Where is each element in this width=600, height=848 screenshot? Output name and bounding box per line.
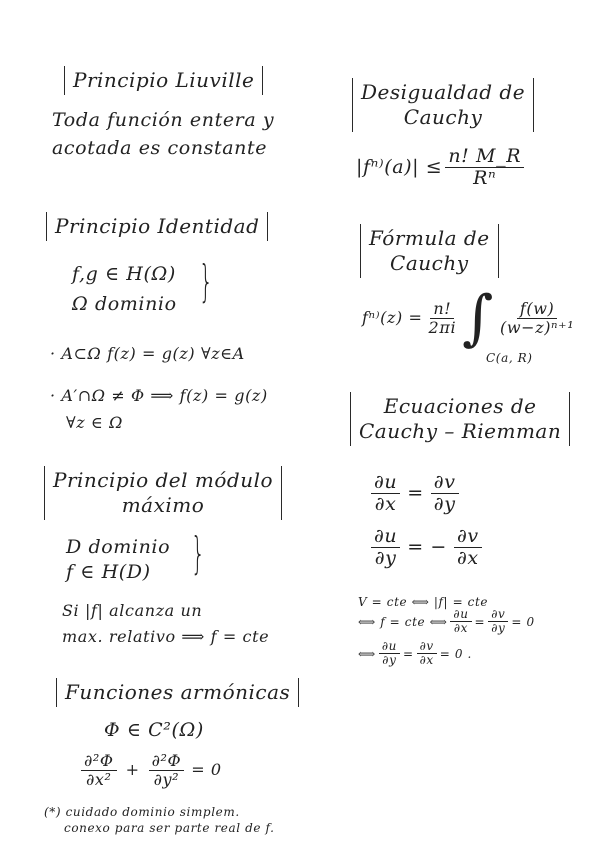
cr-eq1-n2: ∂v (431, 472, 459, 494)
modulo-text2: max. relativo ⟹ f = cte (62, 627, 270, 646)
cr-eq2-n2: ∂v (454, 526, 482, 548)
formula-contour: C(a, R) (486, 351, 533, 365)
armonicas-title: Funciones armónicas (56, 678, 299, 707)
cr-c3-d1: ∂y (382, 653, 397, 668)
cr-c3-right (417, 640, 437, 667)
cr-title (350, 392, 570, 446)
laplace-equation (78, 752, 222, 788)
desigualdad-title-line2: Cauchy (403, 105, 483, 129)
armonicas-cond: Φ ∈ C²(Ω) (104, 719, 204, 741)
cr-eq1-right (431, 472, 459, 515)
cr-c2-n2: ∂v (488, 608, 508, 622)
cr-c2-d2: ∂y (491, 621, 506, 636)
armonicas-note2: conexo para ser parte real de f. (64, 821, 275, 835)
formula-int-den: (w−z)ⁿ⁺¹ (500, 317, 575, 337)
cr-eq2-right (454, 526, 482, 569)
liouville-title: Principio Liuville (64, 66, 263, 95)
modulo-cond1: D dominio (66, 536, 171, 558)
cr-c3-rhs: = 0 . (439, 646, 472, 661)
cr-c3-pre: ⟺ (358, 646, 376, 661)
identidad-brace: } (199, 256, 213, 307)
laplace-term1 (81, 752, 117, 788)
cr-eq2-left (371, 526, 400, 569)
identidad-rule1: · A⊂Ω f(z) = g(z) ∀z∈A (50, 344, 245, 363)
cr-title-line2: Cauchy – Riemman (359, 419, 562, 443)
laplace-num2: ∂²Φ (149, 752, 185, 771)
cr-eq2-op: = − (407, 535, 447, 558)
modulo-text1: Si |f| alcanza un (62, 601, 203, 620)
formula-title-line1: Fórmula de (369, 226, 490, 250)
identidad-cond2: Ω dominio (72, 293, 177, 315)
cr-eq2-n1: ∂u (371, 526, 400, 548)
formula-equation (362, 283, 580, 353)
formula-title-line2: Cauchy (390, 251, 469, 275)
laplace-term2 (149, 752, 185, 788)
formula-coef (426, 300, 460, 336)
cr-consequence3 (358, 640, 472, 667)
modulo-title (44, 466, 282, 520)
laplace-num1: ∂²Φ (81, 752, 117, 771)
desigualdad-den: Rⁿ (473, 166, 497, 189)
liouville-text-line1: Toda función entera y (52, 109, 275, 131)
formula-coef-den: 2πi (428, 317, 457, 337)
integral-sign: ∫ (462, 283, 495, 353)
armonicas-note1: (*) cuidado dominio simplem. (44, 805, 240, 819)
cr-c3-n1: ∂u (379, 640, 400, 654)
formula-title (360, 224, 499, 278)
desigualdad-fraction (445, 146, 524, 189)
cr-c2-pre: ⟺ f = cte ⟺ (358, 614, 448, 629)
desigualdad-title (352, 78, 534, 132)
cr-c2-right (488, 608, 508, 635)
cr-c3-left (379, 640, 400, 667)
modulo-brace: } (191, 528, 205, 579)
cr-eq2-d2: ∂x (456, 546, 479, 569)
modulo-title-line1: Principio del módulo (53, 468, 274, 492)
cr-c2-rhs: = 0 (511, 614, 535, 629)
cr-eq1-op: = (407, 481, 424, 504)
cr-eq1-left (371, 472, 400, 515)
cr-c3-d2: ∂x (419, 653, 434, 668)
modulo-title-line2: máximo (121, 493, 205, 517)
cr-eq1-n1: ∂u (371, 472, 400, 494)
cr-c2-left (450, 608, 471, 635)
cr-title-line1: Ecuaciones de (383, 394, 537, 418)
cr-c3-n2: ∂v (417, 640, 437, 654)
formula-coef-num: n! (430, 300, 454, 319)
cr-eq2 (368, 526, 485, 569)
cr-eq1-d1: ∂x (374, 492, 397, 515)
cr-consequence1: V = cte ⟺ |f| = cte (358, 595, 489, 609)
cr-c2-op: = (474, 614, 486, 629)
identidad-cond1: f,g ∈ H(Ω) (72, 263, 176, 285)
laplace-plus: + (125, 760, 140, 780)
cr-c2-n1: ∂u (450, 608, 471, 622)
cr-eq1 (368, 472, 462, 515)
identidad-rule2: · A′∩Ω ≠ Φ ⟹ f(z) = g(z) (50, 386, 268, 405)
modulo-cond2: f ∈ H(D) (66, 561, 151, 583)
cr-consequence2 (358, 608, 535, 635)
laplace-rhs: = 0 (191, 760, 222, 780)
formula-int-num: f(w) (517, 300, 558, 319)
cr-eq2-d1: ∂y (374, 546, 397, 569)
laplace-den2: ∂y² (153, 769, 180, 789)
laplace-den1: ∂x² (86, 769, 112, 789)
desigualdad-title-line1: Desigualdad de (361, 80, 526, 104)
desigualdad-num: n! M_R (445, 146, 524, 168)
formula-lhs: fⁿ⁾(z) = (362, 308, 423, 328)
desigualdad-lhs: |fⁿ⁾(a)| ≤ (356, 155, 443, 178)
liouville-text-line2: acotada es constante (52, 137, 268, 159)
cr-c2-d1: ∂x (453, 621, 469, 636)
identidad-title: Principio Identidad (46, 212, 268, 241)
cr-eq1-d2: ∂y (433, 492, 456, 515)
identidad-rule2b: ∀z ∈ Ω (66, 413, 123, 432)
formula-integrand (497, 300, 577, 336)
desigualdad-formula (356, 146, 527, 189)
cr-c3-op: = (402, 646, 414, 661)
